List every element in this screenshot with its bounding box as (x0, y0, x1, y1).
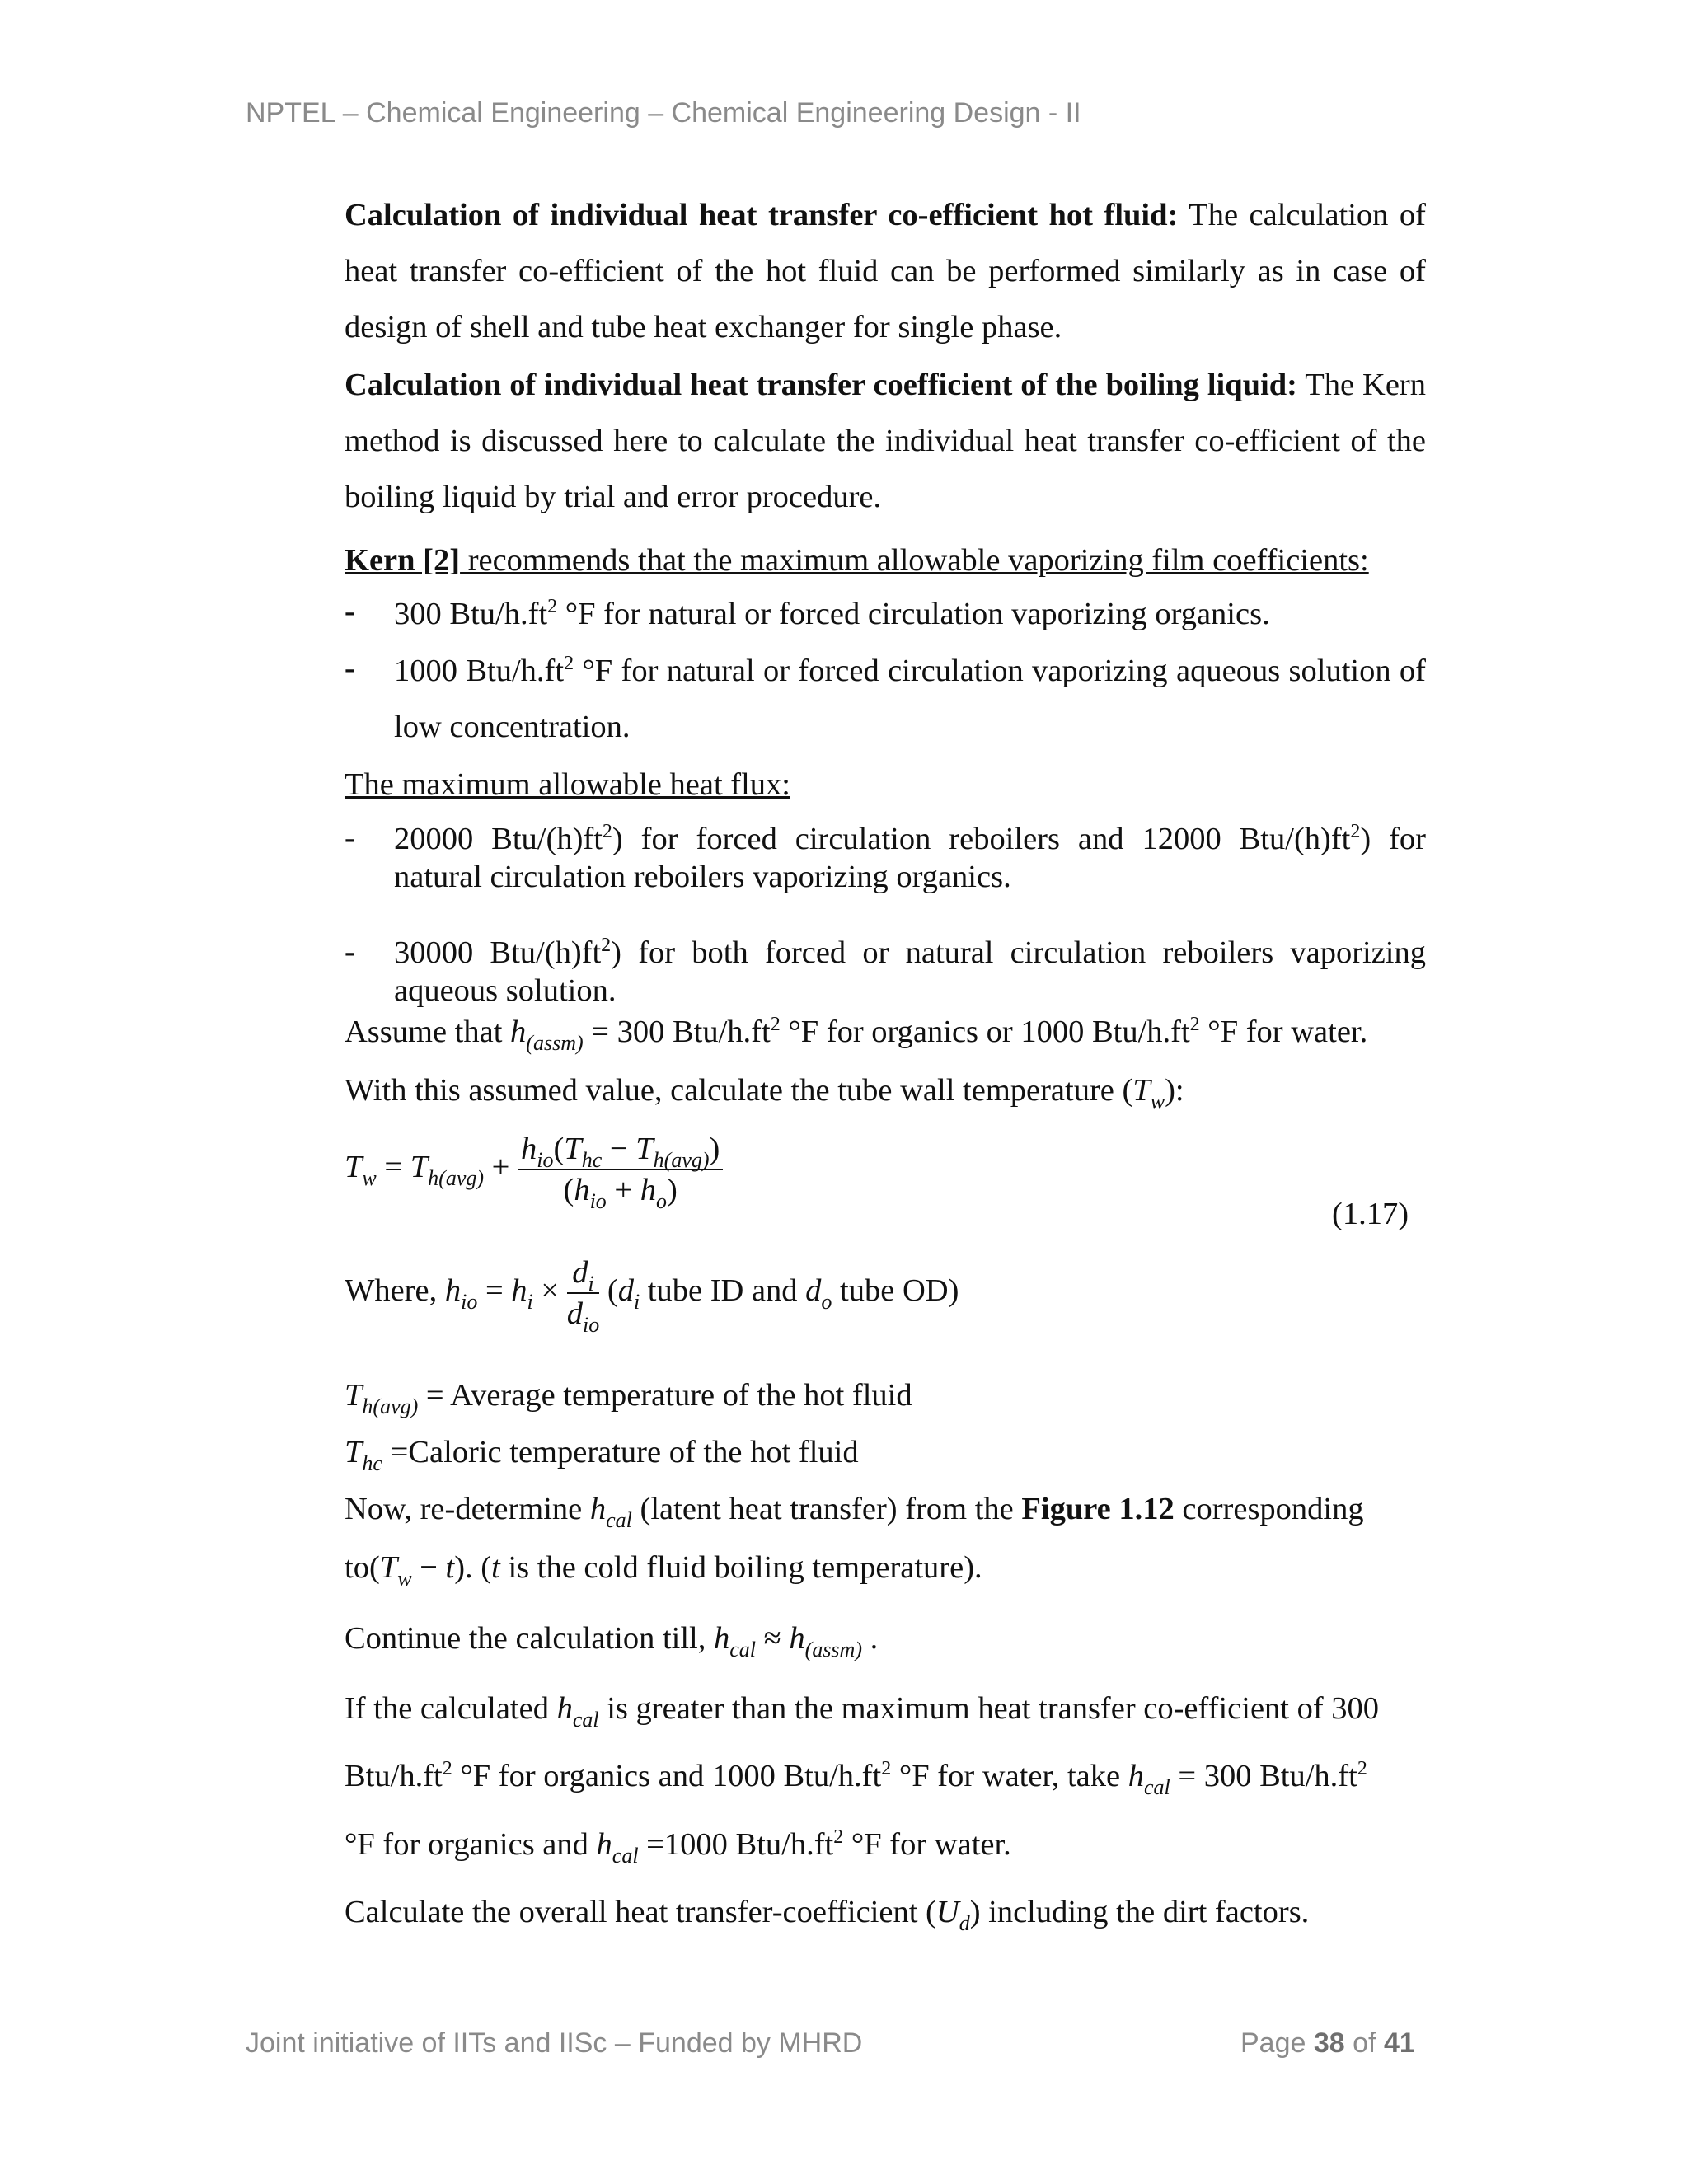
page-body: Calculation of individual heat transfer co-efficient hot fluid: The calculation of heat transfer co-efficient of the hot fluid can be performed similarly as in case of design of shell and tube heat exchanger for single phase. Calculation of individual heat transfer coefficient of the boiling liquid: The Kern method is discussed here to calculate the individual heat transfer co-efficient of the boiling liquid by trial and error procedure. Kern [2] recommends that the maximum allowable vaporizing film coefficients: - 300 Btu/$h.ft^2$ °F for natural or forced circulation vaporizing organics. - 1000 Btu/$h.ft^2$ °F for natural or forced circulation vaporizing aqueous solution of low concentration. The maximum allowable heat flux: - 20000 Btu/$(h)ft^2$) for forced circulation reboilers and 12000 Btu/$(h)ft^2$) for natural circulation reboilers vaporizing organics. - 30000 Btu/$(h)ft^2$) for both forced or natural circulation reboilers vaporizing aqueous solution. Assume that $h_{(assm)} = 300$ Btu/$h.ft^2$ °F for organics or 1000 Btu/$h.ft^2$ °F for water. With this assumed value, calculate the tube wall temperature $(T_w)$: $T_w = T_{h(avg)}$ + $\frac{h_{io}(T_{hc} - T_{h(avg)})}{(h_{io} + h_o)}$ (1.17) Where, $h_{io} = h_i$ × $\frac{d_i}{d_{io}}$ ($d_i$ tube ID and $d_o$ tube OD) $T_{h(avg)}$ = Average temperature of the hot fluid $T_{hc}$ =Caloric temperature of the hot fluid Now, re-determine $h_{cal}$ (latent heat transfer) from the Figure 1.12 corresponding $to(T_w - t)$. (t is the cold fluid boiling temperature). Continue the calculation till, $h_{cal} \approx h_{(assm)}$ . If the calculated $h_{cal}$ is greater than the maximum heat transfer co-efficient of 300 Btu/$h.ft^2$ °F for organics and 1000 Btu/$h.ft^2$ °F for water, take $h_{cal} = 300$ Btu/$h.ft^2$ °F for organics and $h_{cal} =1000$ Btu/$h.ft^2$ °F for water. Calculate the overall heat transfer-coefficient $(U_d)$ including the dirt factors. (345, 0, 1426, 2184)
th-avg-definition: $T_{h(avg)}$ = Average temperature of the hot fluid (345, 1378, 912, 1418)
para-boiling-liquid: Calculation of individual heat transfer coefficient of the boiling liquid: The Kern method is discussed here to calculate the individual heat transfer co-efficient of the boiling liquid by trial and error procedure. (345, 368, 1426, 514)
overall-coefficient-line: Calculate the overall heat transfer-coefficient $(U_d)$ including the dirt factors. (345, 1895, 1310, 1935)
continue-line: Continue the calculation till, $h_{cal} \approx h_{(assm)}$ . (345, 1621, 879, 1661)
now-redetermine-line-2: $to(T_w - t)$. (t is the cold fluid boiling temperature). (345, 1550, 982, 1591)
kern-intro: Kern [2] recommends that the maximum allowable vaporizing film coefficients: (345, 543, 1369, 578)
if-calculated-line-3: °F for organics and $h_{cal} =1000$ Btu/$h.ft^2$ °F for water. (345, 1826, 1011, 1868)
flux-title: The maximum allowable heat flux: (345, 767, 790, 802)
equation-wall-temperature: $T_w = T_{h(avg)}$ + $\frac{h_{io}(T_{hc} - T_{h(avg)})}{(h_{io} + h_o)}$ (345, 1131, 723, 1208)
if-calculated-line-2: Btu/$h.ft^2$ °F for organics and 1000 Btu/$h.ft^2$ °F for water, take $h_{cal} = 300$ Btu/$h.ft^2$ (345, 1758, 1367, 1799)
thc-definition: $T_{hc}$ =Caloric temperature of the hot fluid (345, 1435, 859, 1475)
page-number: Page 38 of 41 (1240, 2027, 1415, 2059)
wall-temp-line: With this assumed value, calculate the tube wall temperature $(T_w)$: (345, 1073, 1184, 1113)
heading-hot-fluid: Calculation of individual heat transfer co-efficient hot fluid: (345, 198, 1179, 232)
now-redetermine-line: Now, re-determine $h_{cal}$ (latent heat transfer) from the Figure 1.12 corresponding (345, 1492, 1364, 1532)
equation-number: (1.17) (1332, 1197, 1409, 1231)
assume-line: Assume that $h_{(assm)} = 300$ Btu/$h.ft^2$ °F for organics or 1000 Btu/$h.ft^2$ °F for water. (345, 1014, 1368, 1055)
where-hio-line: Where, $h_{io} = h_i$ × $\frac{d_i}{d_{io}}$ ($d_i$ tube ID and $d_o$ tube OD) (345, 1255, 959, 1337)
kern-reference: Kern [2] (345, 543, 461, 578)
if-calculated-line-1: If the calculated $h_{cal}$ is greater than the maximum heat transfer co-efficient of 300 (345, 1691, 1380, 1732)
footer-credit: Joint initiative of IITs and IISc – Funded by MHRD (246, 2027, 863, 2059)
para-hot-fluid: Calculation of individual heat transfer co-efficient hot fluid: The calculation of heat transfer co-efficient of the hot fluid can be performed similarly as in case of design of shell and tube heat exchanger for single phase. (345, 198, 1427, 344)
heading-boiling-liquid: Calculation of individual heat transfer coefficient of the boiling liquid: (345, 368, 1298, 402)
page-header: NPTEL – Chemical Engineering – Chemical Engineering Design - II (246, 97, 1081, 129)
